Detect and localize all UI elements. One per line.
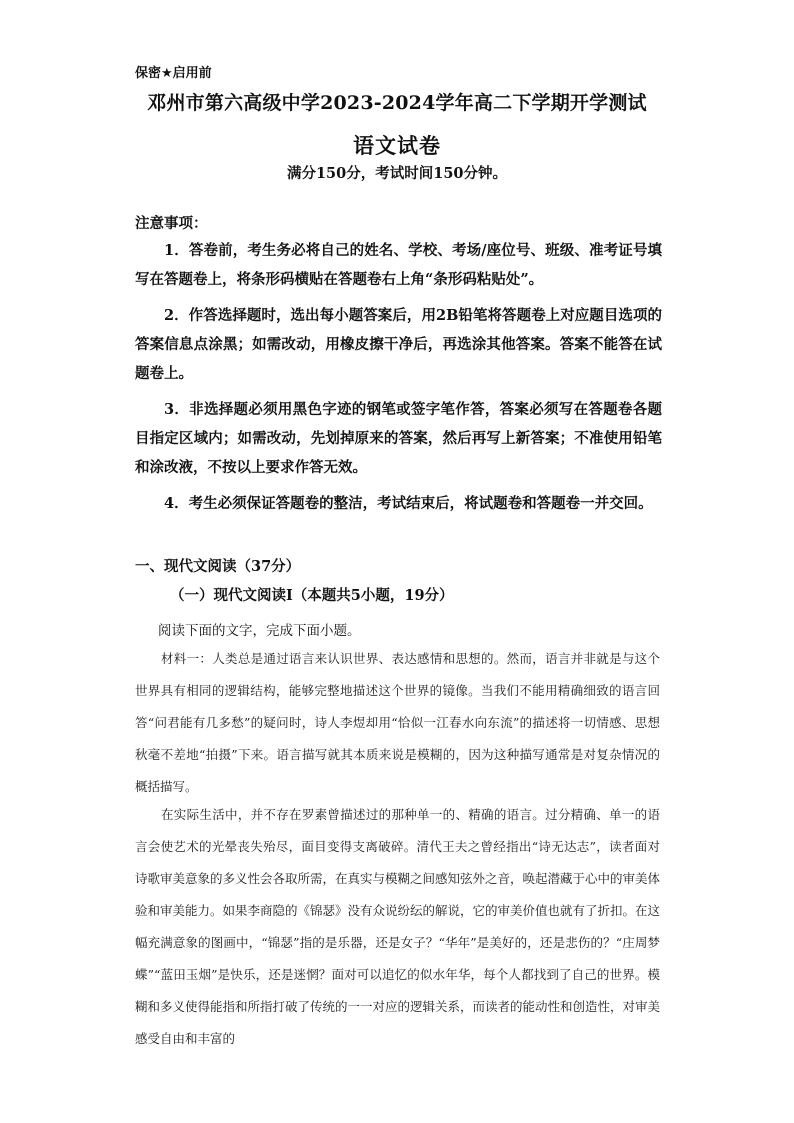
exam-subtitle: 语文试卷 xyxy=(353,133,441,158)
notice-item-4: 4．考生必须保证答题卷的整洁，考试结束后，将试题卷和答题卷一并交回。 xyxy=(164,495,653,512)
confidential-mark: 保密★启用前 xyxy=(135,66,212,81)
score-time-info: 满分150分，考试时间150分钟。 xyxy=(286,165,508,182)
reading-paragraph-2: 在实际生活中，并不存在罗素曾描述过的那种单一的、精确的语言。过分精确、单一的语言会使艺术的光晕丧失殆尽，面目变得支离破碎。清代王夫之曾经指出“诗无达志”，读者面对诗歌审美意象的多义性会各取所需，在真实与模糊之间感知弦外之音，唤起潜藏于心中的审美体验和审美能力。如果李商隐的《锦瑟》没有众说纷纭的解说，它的审美价值也就有了折扣。在这幅充满意象的图画中，“锦瑟”指的是乐器，还是女子？“华年”是美好的，还是悲伤的？“庄周梦蝶”“蓝田玉烟”是快乐，还是迷惘？面对可以追忆的似水年华，每个人都找到了自己的世界。模糊和多义使得能指和所指打破了传统的一一对应的逻辑关系，而读者的能动性和创造性，对审美感受自由和丰富的 xyxy=(135,807,661,1046)
reading-instruction: 阅读下面的文字，完成下面小题。 xyxy=(158,623,361,639)
exam-title: 邓州市第六高级中学2023-2024学年高二下学期开学测试 xyxy=(147,92,647,114)
notice-heading: 注意事项： xyxy=(135,215,208,232)
subsection-heading: （一）现代文阅读Ⅰ（本题共5小题，19分） xyxy=(170,587,454,604)
notice-item-1: 1．答卷前，考生务必将自己的姓名、学校、考场/座位号、班级、准考证号填写在答题卷上，将条形码横贴在答题卷右上角“条形码粘贴处”。 xyxy=(135,242,662,288)
notice-item-3: 3．非选择题必须用黑色字迹的钢笔或签字笔作答，答案必须写在答题卷各题目指定区域内；如需改动，先划掉原来的答案，然后再写上新答案；不准使用铅笔和涂改液，不按以上要求作答无效。 xyxy=(135,401,662,476)
reading-paragraph-1: 材料一：人类总是通过语言来认识世界、表达感情和思想的。然而，语言并非就是与这个世界具有相同的逻辑结构，能够完整地描述这个世界的镜像。当我们不能用精确细致的语言回答“问君能有几多愁”的疑问时，诗人李煜却用“恰似一江春水向东流”的描述将一切情感、思想秋毫不差地“拍摄”下来。语言描写就其本质来说是模糊的，因为这种描写通常是对复杂情况的概括描写。 xyxy=(135,651,660,794)
section-heading: 一、现代文阅读（37分） xyxy=(135,558,301,575)
notice-item-2: 2．作答选择题时，选出每小题答案后，用2B铅笔将答题卷上对应题目选项的答案信息点涂黑；如需改动，用橡皮擦干净后，再选涂其他答案。答案不能答在试题卷上。 xyxy=(135,307,662,382)
